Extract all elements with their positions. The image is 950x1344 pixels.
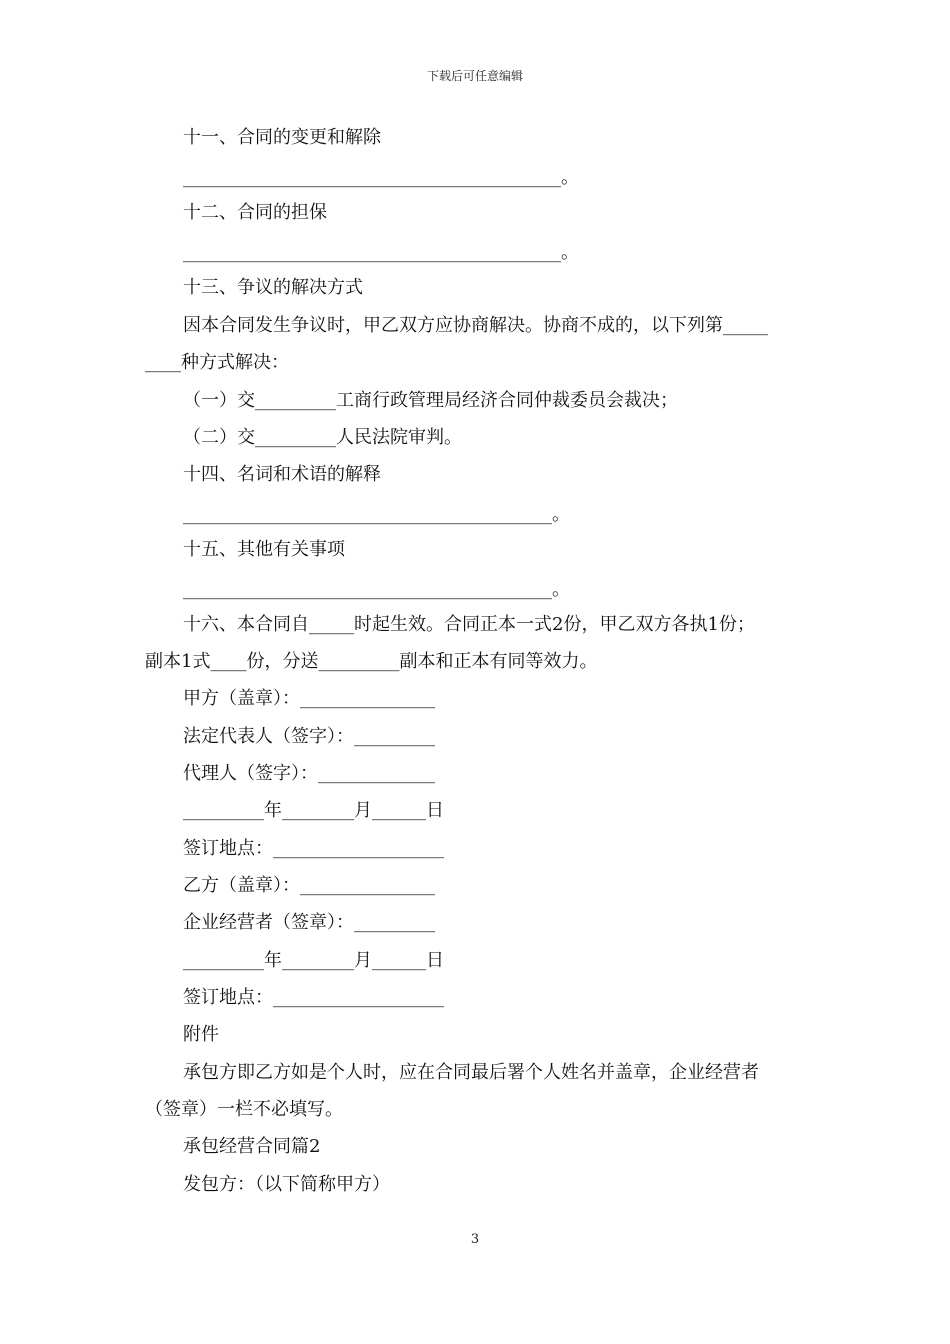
section-heading: 十二、合同的担保 (183, 202, 327, 223)
signature-field: 乙方（盖章）：_______________ (183, 875, 435, 896)
page-header: 下载后可任意编辑 (426, 69, 523, 83)
paragraph-line: 副本1式____份，分送_________副本和正本有同等效力。 (145, 651, 598, 672)
blank-fill-line: __________________________________________。 (183, 242, 579, 263)
list-item: （一）交_________工商行政管理局经济合同仲裁委员会裁决； (183, 390, 678, 411)
paragraph-line: ____种方式解决： (145, 352, 289, 373)
paragraph-line: 十六、本合同自_____时起生效。合同正本一式2份，甲乙双方各执1份； (183, 614, 755, 635)
section-heading: 十四、名词和术语的解释 (183, 464, 381, 485)
signature-field: 企业经营者（签章）：_________ (183, 912, 435, 933)
place-field: 签订地点：___________________ (183, 987, 444, 1008)
signature-field: 代理人（签字）：_____________ (183, 763, 435, 784)
signature-field: 法定代表人（签字）：_________ (183, 726, 435, 747)
page-number: 3 (470, 1232, 480, 1247)
signature-field: 甲方（盖章）：_______________ (183, 688, 435, 709)
section-heading: 十五、其他有关事项 (183, 539, 345, 560)
date-field: _________年________月______日 (183, 950, 444, 971)
paragraph-line: 发包方：（以下简称甲方） (183, 1174, 390, 1195)
blank-fill-line: _________________________________________。 (183, 579, 570, 600)
place-field: 签订地点：___________________ (183, 838, 444, 859)
date-field: _________年________月______日 (183, 800, 444, 821)
document-title: 承包经营合同篇2 (183, 1136, 321, 1157)
section-heading: 附件 (183, 1024, 219, 1045)
blank-fill-line: _________________________________________。 (183, 504, 570, 525)
paragraph-line: 承包方即乙方如是个人时，应在合同最后署个人姓名并盖章，企业经营者 (183, 1062, 759, 1083)
section-heading: 十一、合同的变更和解除 (183, 127, 381, 148)
paragraph-line: （签章）一栏不必填写。 (145, 1099, 343, 1120)
paragraph-line: 因本合同发生争议时，甲乙双方应协商解决。协商不成的，以下列第_____ (183, 315, 768, 336)
list-item: （二）交_________人民法院审判。 (183, 427, 462, 448)
section-heading: 十三、争议的解决方式 (183, 277, 363, 298)
blank-fill-line: __________________________________________。 (183, 167, 579, 188)
